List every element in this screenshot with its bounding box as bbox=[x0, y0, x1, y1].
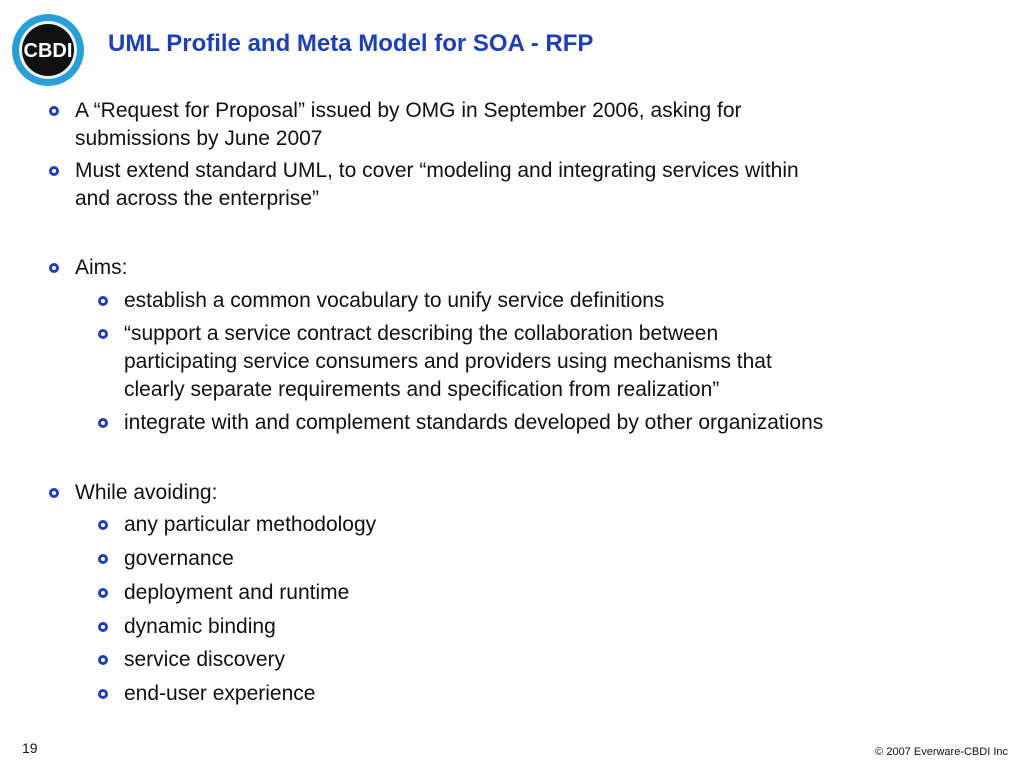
bullet-icon bbox=[49, 488, 59, 498]
bullet-icon bbox=[98, 622, 108, 632]
bullet-aims bbox=[75, 254, 128, 282]
bullet-icon bbox=[98, 689, 108, 699]
sub-bullet-service-contract bbox=[124, 320, 772, 404]
bullet-icon bbox=[98, 655, 108, 665]
bullet-text: governance bbox=[124, 547, 234, 570]
bullet-text: service discovery bbox=[124, 648, 286, 671]
bullet-icon bbox=[98, 418, 108, 428]
bullet-icon bbox=[49, 263, 59, 273]
bullet-text: end-user experience bbox=[124, 682, 316, 705]
bullet-while-avoiding bbox=[75, 479, 217, 507]
bullet-text: dynamic binding bbox=[124, 615, 276, 638]
bullet-text: Must extend standard UML, to cover “modeling and integrating services within and across the enterprise” bbox=[75, 159, 799, 210]
bullet-icon bbox=[98, 554, 108, 564]
sub-bullet-deployment bbox=[124, 579, 349, 607]
bullet-text: integrate with and complement standards developed by other organizations bbox=[124, 411, 824, 434]
bullet-text: A “Request for Proposal” issued by OMG in September 2006, asking for submissions by June 2007 bbox=[75, 99, 742, 150]
sub-bullet-dynamic-binding bbox=[124, 613, 276, 641]
sub-bullet-methodology bbox=[124, 511, 376, 539]
bullet-icon bbox=[49, 166, 59, 176]
bullet-text: deployment and runtime bbox=[124, 581, 350, 604]
slide-title: UML Profile and Meta Model for SOA - RFP bbox=[108, 30, 594, 57]
bullet-extend-uml bbox=[75, 157, 799, 213]
bullet-icon bbox=[98, 520, 108, 530]
sub-bullet-service-discovery bbox=[124, 646, 285, 674]
bullet-icon bbox=[98, 588, 108, 598]
bullet-icon bbox=[98, 296, 108, 306]
cbdi-logo bbox=[10, 12, 86, 88]
sub-bullet-integrate-standards bbox=[124, 409, 823, 437]
bullet-text: While avoiding: bbox=[75, 481, 218, 504]
bullet-text: any particular methodology bbox=[124, 513, 377, 536]
sub-bullet-vocabulary bbox=[124, 287, 664, 315]
logo-text: CBDI bbox=[23, 40, 73, 62]
slide-number: 19 bbox=[22, 740, 38, 756]
bullet-text: establish a common vocabulary to unify service definitions bbox=[124, 289, 665, 312]
bullet-icon bbox=[98, 329, 108, 339]
copyright-notice: © 2007 Everware-CBDI Inc bbox=[875, 746, 1008, 758]
bullet-text: Aims: bbox=[75, 256, 128, 279]
sub-bullet-governance bbox=[124, 545, 234, 573]
bullet-rfp-issued bbox=[75, 97, 742, 153]
bullet-text: “support a service contract describing the collaboration between participating service consumers and providers using mechanisms that clearly separate requirements and specification from realization” bbox=[124, 322, 772, 401]
sub-bullet-end-user-experience bbox=[124, 680, 315, 708]
bullet-icon bbox=[49, 106, 59, 116]
